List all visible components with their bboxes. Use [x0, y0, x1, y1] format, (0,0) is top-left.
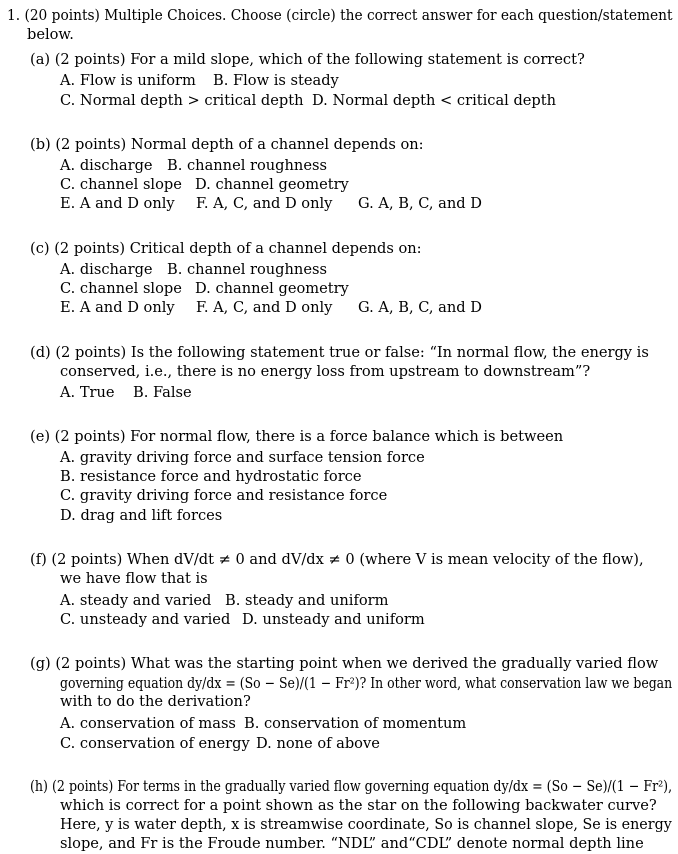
- choice-a-B[interactable]: B. Flow is steady: [213, 72, 339, 89]
- question-h-stem-3: Here, y is water depth, x is streamwise coordinate, So is channel slope, Se is energy: [60, 816, 672, 833]
- problem-header-line-1: 1. (20 points) Multiple Choices. Choose (circle) the correct answer for each question/statement: [7, 7, 673, 24]
- choice-b-F[interactable]: F. A, C, and D only: [196, 195, 333, 212]
- question-d-stem-1: (d) (2 points) Is the following statement true or false: “In normal flow, the energy is: [30, 344, 649, 361]
- choice-b-G[interactable]: G. A, B, C, and D: [358, 195, 482, 212]
- choice-b-C[interactable]: C. channel slope: [60, 176, 182, 193]
- problem-header-line-2: below.: [27, 26, 74, 43]
- question-g-stem-1: (g) (2 points) What was the starting point when we derived the gradually varied flow: [30, 655, 659, 672]
- choice-c-F[interactable]: F. A, C, and D only: [196, 299, 333, 316]
- choice-c-G[interactable]: G. A, B, C, and D: [358, 299, 482, 316]
- choice-a-C[interactable]: C. Normal depth > critical depth: [60, 92, 304, 109]
- choice-f-B[interactable]: B. steady and uniform: [225, 592, 389, 609]
- choice-c-D[interactable]: D. channel geometry: [195, 280, 349, 297]
- question-e-stem: (e) (2 points) For normal flow, there is a force balance which is between: [30, 428, 564, 445]
- choice-a-D[interactable]: D. Normal depth < critical depth: [312, 92, 557, 109]
- question-g-stem-2: governing equation dy/dx = (So − Se)/(1 − Fr²)? In other word, what conservation law we began: [60, 675, 673, 692]
- question-h-stem-2: which is correct for a point shown as the star on the following backwater curve?: [60, 797, 657, 814]
- choice-g-D[interactable]: D. none of above: [256, 735, 380, 752]
- choice-b-E[interactable]: E. A and D only: [60, 195, 175, 212]
- choice-e-B[interactable]: B. resistance force and hydrostatic force: [60, 468, 362, 485]
- choice-f-D[interactable]: D. unsteady and uniform: [242, 611, 425, 628]
- choice-f-C[interactable]: C. unsteady and varied: [60, 611, 231, 628]
- question-a-stem: (a) (2 points) For a mild slope, which of the following statement is correct?: [30, 51, 585, 68]
- choice-a-A[interactable]: A. Flow is uniform: [60, 72, 196, 89]
- question-f-stem-1: (f) (2 points) When dV/dt ≠ 0 and dV/dx ≠ 0 (where V is mean velocity of the flow),: [30, 551, 644, 568]
- choice-g-A[interactable]: A. conservation of mass: [60, 715, 236, 732]
- question-f-stem-2: we have flow that is: [60, 570, 208, 587]
- choice-e-C[interactable]: C. gravity driving force and resistance force: [60, 487, 388, 504]
- choice-e-A[interactable]: A. gravity driving force and surface tension force: [60, 449, 425, 466]
- choice-c-A[interactable]: A. discharge: [60, 261, 153, 278]
- question-h-stem-4: slope, and Fr is the Froude number. “NDL” and“CDL” denote normal depth line: [60, 835, 644, 852]
- choice-b-D[interactable]: D. channel geometry: [195, 176, 349, 193]
- choice-b-B[interactable]: B. channel roughness: [167, 157, 327, 174]
- choice-d-A[interactable]: A. True: [60, 384, 115, 401]
- choice-f-A[interactable]: A. steady and varied: [60, 592, 212, 609]
- choice-g-C[interactable]: C. conservation of energy: [60, 735, 250, 752]
- question-h-stem-1: (h) (2 points) For terms in the gradually varied flow governing equation dy/dx = (So − Se)/(1 − Fr²),: [30, 778, 673, 795]
- choice-e-D[interactable]: D. drag and lift forces: [60, 507, 223, 524]
- choice-g-B[interactable]: B. conservation of momentum: [244, 715, 467, 732]
- question-c-stem: (c) (2 points) Critical depth of a channel depends on:: [30, 240, 422, 257]
- choice-d-B[interactable]: B. False: [133, 384, 192, 401]
- choice-c-E[interactable]: E. A and D only: [60, 299, 175, 316]
- question-g-stem-3: with to do the derivation?: [60, 693, 251, 710]
- choice-c-C[interactable]: C. channel slope: [60, 280, 182, 297]
- choice-b-A[interactable]: A. discharge: [60, 157, 153, 174]
- question-b-stem: (b) (2 points) Normal depth of a channel depends on:: [30, 136, 424, 153]
- choice-c-B[interactable]: B. channel roughness: [167, 261, 327, 278]
- question-d-stem-2: conserved, i.e., there is no energy loss from upstream to downstream”?: [60, 363, 591, 380]
